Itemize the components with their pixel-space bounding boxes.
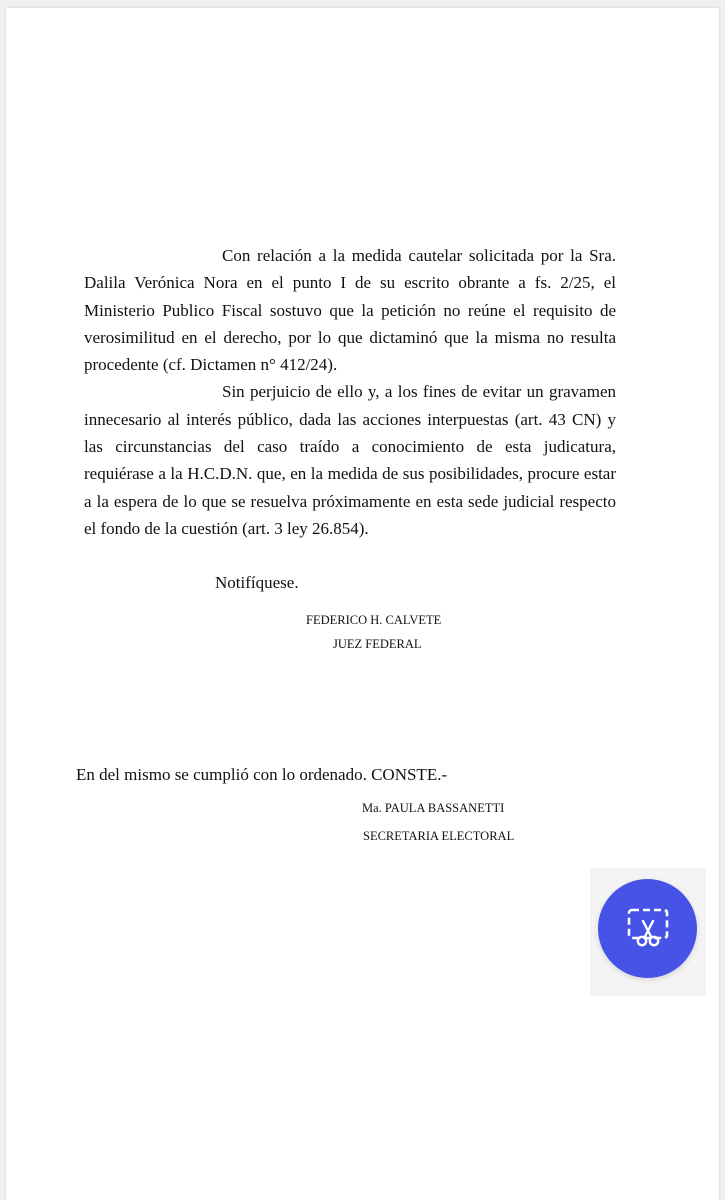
paragraph-requierase: Sin perjuicio de ello y, a los fines de evitar un gravamen innecesario al interés público, dada las acciones interpuestas (art. 43 CN) y las circunstancias del caso traído a conocimiento de esta judicatura, requiérase a la H.C.D.N. que, en la medida de sus posibilidades, procure estar a la espera de lo que se resuelva próximamente en esta sede judicial respecto el fondo de la cuestión (art. 3 ley 26.854). (84, 382, 616, 538)
closing-notifiquese: Notifíquese. (215, 573, 299, 592)
document-body (84, 242, 616, 542)
conste-line: En del mismo se cumplió con lo ordenado. CONSTE.- (76, 765, 448, 784)
document-page (6, 8, 719, 1200)
paragraph-cautelar: Con relación a la medida cautelar solicitada por la Sra. Dalila Verónica Nora en el punto I de su escrito obrante a fs. 2/25, el Ministerio Publico Fiscal sostuvo que la petición no reúne el requisito de verosimilitud en el derecho, por lo que dictaminó que la misma no resulta procedente (cf. Dictamen n° 412/24). (84, 246, 616, 375)
judge-signature-name: FEDERICO H. CALVETE (306, 613, 442, 627)
secretary-signature-role: SECRETARIA ELECTORAL (363, 829, 515, 843)
judge-signature-role: JUEZ FEDERAL (333, 637, 422, 651)
secretary-signature-name: Ma. PAULA BASSANETTI (362, 801, 505, 815)
screenshot-crop-scissors-icon (626, 907, 670, 951)
screenshot-crop-button[interactable] (598, 879, 697, 978)
